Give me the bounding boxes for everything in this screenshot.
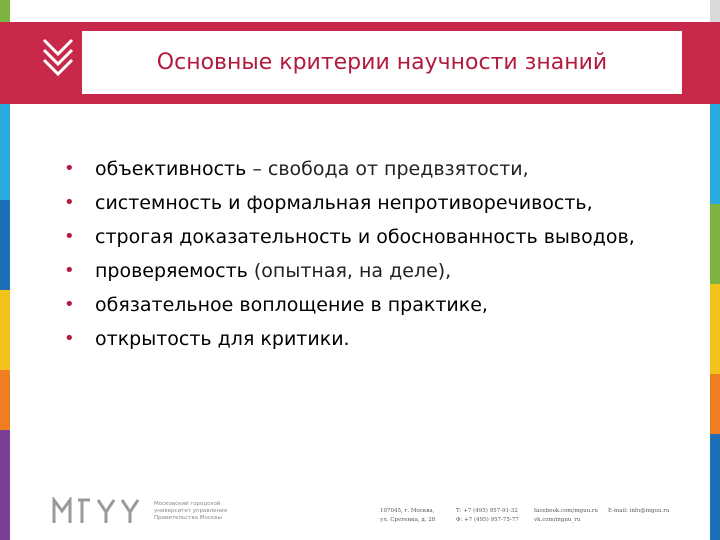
footer-email	[608, 507, 669, 516]
bullet-dot-icon: •	[64, 328, 75, 349]
list-item	[62, 220, 682, 254]
footer-phones	[456, 507, 519, 525]
address-line: ул. Сретенка, д. 28	[380, 517, 436, 523]
social-link[interactable]: vk.com/mguu_ru	[534, 517, 581, 523]
email-link[interactable]: E-mail: info@mguu.ru	[608, 508, 670, 514]
list-item-term: проверяемость	[95, 260, 248, 282]
org-line: Московский городской	[154, 501, 221, 507]
list-item-term: открытость для критики.	[95, 328, 350, 350]
address-line: 107045, г. Москва,	[380, 508, 435, 514]
list-item-term: строгая доказательность и обоснованность выводов,	[95, 226, 635, 248]
list-item	[62, 288, 682, 322]
footer-social	[534, 507, 598, 525]
university-logo-icon	[52, 497, 148, 525]
bullet-dot-icon: •	[64, 192, 75, 213]
list-item	[62, 322, 682, 356]
phone-line: Т: +7 (495) 957-91-32	[456, 508, 518, 514]
bullet-dot-icon: •	[64, 226, 75, 247]
list-item-term: обязательное воплощение в практике,	[95, 294, 488, 316]
footer-address	[380, 507, 435, 525]
title-box	[82, 31, 682, 94]
social-link[interactable]: facebook.com/mguu.ru	[534, 508, 599, 514]
org-line: университет управления	[154, 508, 228, 514]
list-item-detail: – свобода от предвзятости,	[246, 158, 529, 180]
slide-title: Основные критерии научности знаний	[156, 50, 608, 75]
criteria-list	[62, 152, 682, 356]
list-item-term: объективность	[95, 158, 247, 180]
fax-line: Ф: +7 (495) 957-75-77	[456, 517, 519, 523]
list-item-term: системность и формальная непротиворечивость,	[95, 192, 593, 214]
bullet-dot-icon: •	[64, 260, 75, 281]
list-item-detail: (опытная, на деле),	[247, 260, 452, 282]
university-name	[154, 501, 244, 522]
list-item	[62, 152, 682, 186]
list-item	[62, 254, 682, 288]
bullet-dot-icon: •	[64, 294, 75, 315]
org-line: Правительства Москвы	[154, 515, 222, 521]
list-item	[62, 186, 682, 220]
bullet-dot-icon: •	[64, 158, 75, 179]
double-chevron-down-icon	[38, 34, 78, 84]
